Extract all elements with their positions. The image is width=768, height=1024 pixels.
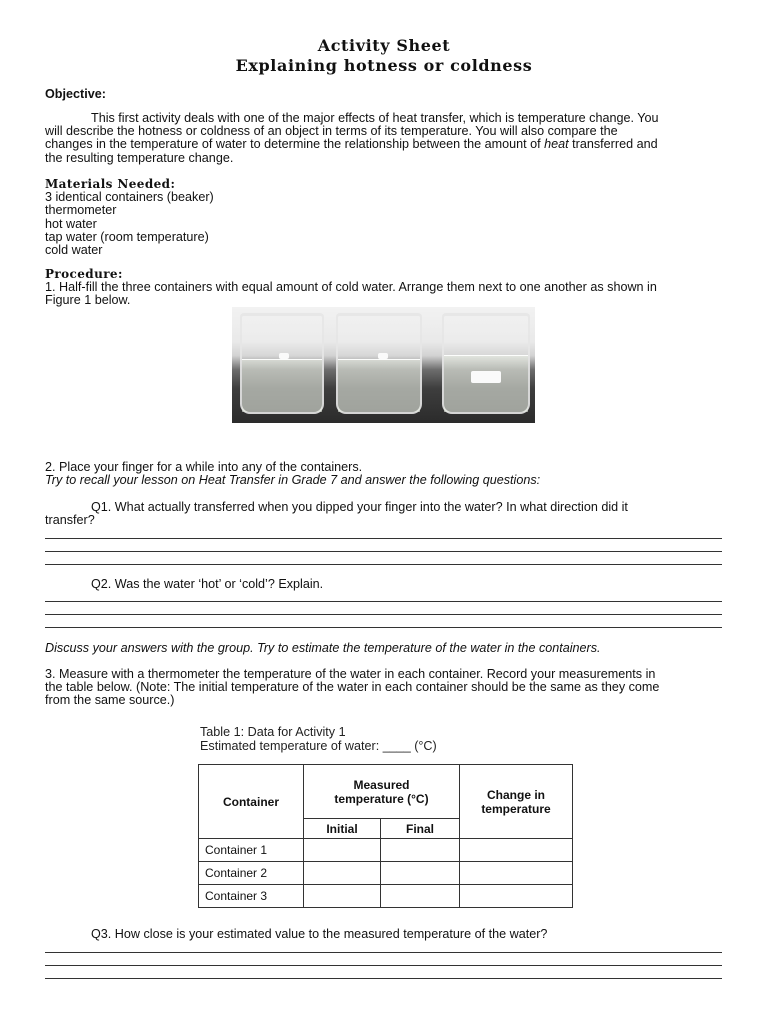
header-change-line-1: Change in: [486, 787, 545, 802]
materials-heading: Materials Needed:: [45, 177, 176, 191]
table-row: [199, 885, 573, 908]
question-2: [45, 578, 725, 591]
step-2-instruction: Try to recall your lesson on Heat Transfer in Grade 7 and answer the following questions:: [45, 473, 541, 488]
step-2: [45, 461, 725, 487]
cell-final[interactable]: [381, 885, 460, 908]
cell-change[interactable]: [460, 839, 573, 862]
material-item: hot water: [45, 216, 97, 231]
header-container: Container: [199, 765, 304, 839]
beaker-1: [240, 313, 324, 414]
header-measured-line-1: Measured: [353, 777, 410, 792]
material-item: thermometer: [45, 203, 117, 218]
objective-text: [45, 112, 725, 165]
table-row: [199, 839, 573, 862]
material-item: 3 identical containers (beaker): [45, 190, 214, 205]
answer-line[interactable]: [45, 614, 722, 615]
header-measured-temperature: [304, 765, 460, 819]
material-item: cold water: [45, 243, 103, 258]
objective-line-3-post: transferred and: [568, 137, 658, 152]
answer-line[interactable]: [45, 564, 722, 565]
objective-line-4: the resulting temperature change.: [45, 150, 234, 165]
procedure-heading: Procedure:: [45, 267, 123, 281]
objective-line-1: This first activity deals with one of the major effects of heat transfer, which is temperature change. You: [91, 111, 659, 125]
cell-final[interactable]: [381, 862, 460, 885]
header-initial: Initial: [304, 819, 381, 839]
step-2-text: 2. Place your finger for a while into any of the containers.: [45, 460, 363, 474]
row-label-container-1: Container 1: [199, 839, 304, 862]
step-3-line-2: the table below. (Note: The initial temperature of the water in each container should be the same as they come: [45, 680, 660, 695]
answer-line[interactable]: [45, 538, 722, 539]
materials-section: [45, 178, 725, 257]
question-3: [45, 928, 725, 941]
header-change-in-temperature: [460, 765, 573, 839]
discuss-instruction: Discuss your answers with the group. Try to estimate the temperature of the water in the containers.: [45, 641, 601, 655]
procedure-section: [45, 268, 725, 308]
objective-heat-word: heat: [544, 137, 569, 152]
objective-line-3: [45, 138, 725, 151]
header-final: Final: [381, 819, 460, 839]
objective-heading: Objective:: [45, 87, 106, 101]
q2-text: Q2. Was the water ‘hot’ or ‘cold’? Explain.: [91, 577, 324, 591]
objective-line-3-pre: changes in the temperature of water to determine the relationship between the amount of: [45, 137, 545, 152]
data-table: [198, 764, 573, 908]
step-1-line-2: Figure 1 below.: [45, 293, 131, 308]
cell-change[interactable]: [460, 862, 573, 885]
objective-line-2: will describe the hotness or coldness of an object in terms of its temperature. You will also compare the: [45, 124, 618, 139]
step-3-line-3: from the same source.): [45, 693, 175, 708]
title-explaining-hotness: Explaining hotness or coldness: [235, 56, 533, 75]
step-3-line-1: 3. Measure with a thermometer the temperature of the water in each container. Record your measurements in: [45, 667, 656, 681]
answer-line[interactable]: [45, 978, 722, 979]
answer-line[interactable]: [45, 627, 722, 628]
table-row: [199, 862, 573, 885]
table-caption: Table 1: Data for Activity 1: [200, 725, 346, 739]
cell-final[interactable]: [381, 839, 460, 862]
cell-initial[interactable]: [304, 885, 381, 908]
header-measured-line-2: temperature (°C): [334, 791, 429, 806]
step-1-line-1: 1. Half-fill the three containers with equal amount of cold water. Arrange them next to one another as shown in: [45, 280, 657, 295]
figure-1-beakers-photo: [232, 307, 535, 423]
cell-initial[interactable]: [304, 862, 381, 885]
table-estimated-temperature: Estimated temperature of water: ____ (°C): [200, 739, 437, 753]
answer-line[interactable]: [45, 551, 722, 552]
question-1: [45, 501, 725, 527]
title-activity-sheet: Activity Sheet: [317, 36, 451, 55]
answer-line[interactable]: [45, 965, 722, 966]
answer-line[interactable]: [45, 601, 722, 602]
row-label-container-2: Container 2: [199, 862, 304, 885]
header-change-line-2: temperature: [481, 801, 551, 816]
step-3: [45, 668, 725, 708]
answer-line[interactable]: [45, 952, 722, 953]
beaker-3: [442, 313, 530, 414]
row-label-container-3: Container 3: [199, 885, 304, 908]
beaker-2: [336, 313, 422, 414]
q3-text: Q3. How close is your estimated value to the measured temperature of the water?: [91, 927, 548, 941]
q1-line-1: Q1. What actually transferred when you dipped your finger into the water? In what direction did it: [91, 500, 628, 514]
cell-change[interactable]: [460, 885, 573, 908]
cell-initial[interactable]: [304, 839, 381, 862]
q1-line-2: transfer?: [45, 513, 95, 528]
material-item: tap water (room temperature): [45, 229, 209, 244]
